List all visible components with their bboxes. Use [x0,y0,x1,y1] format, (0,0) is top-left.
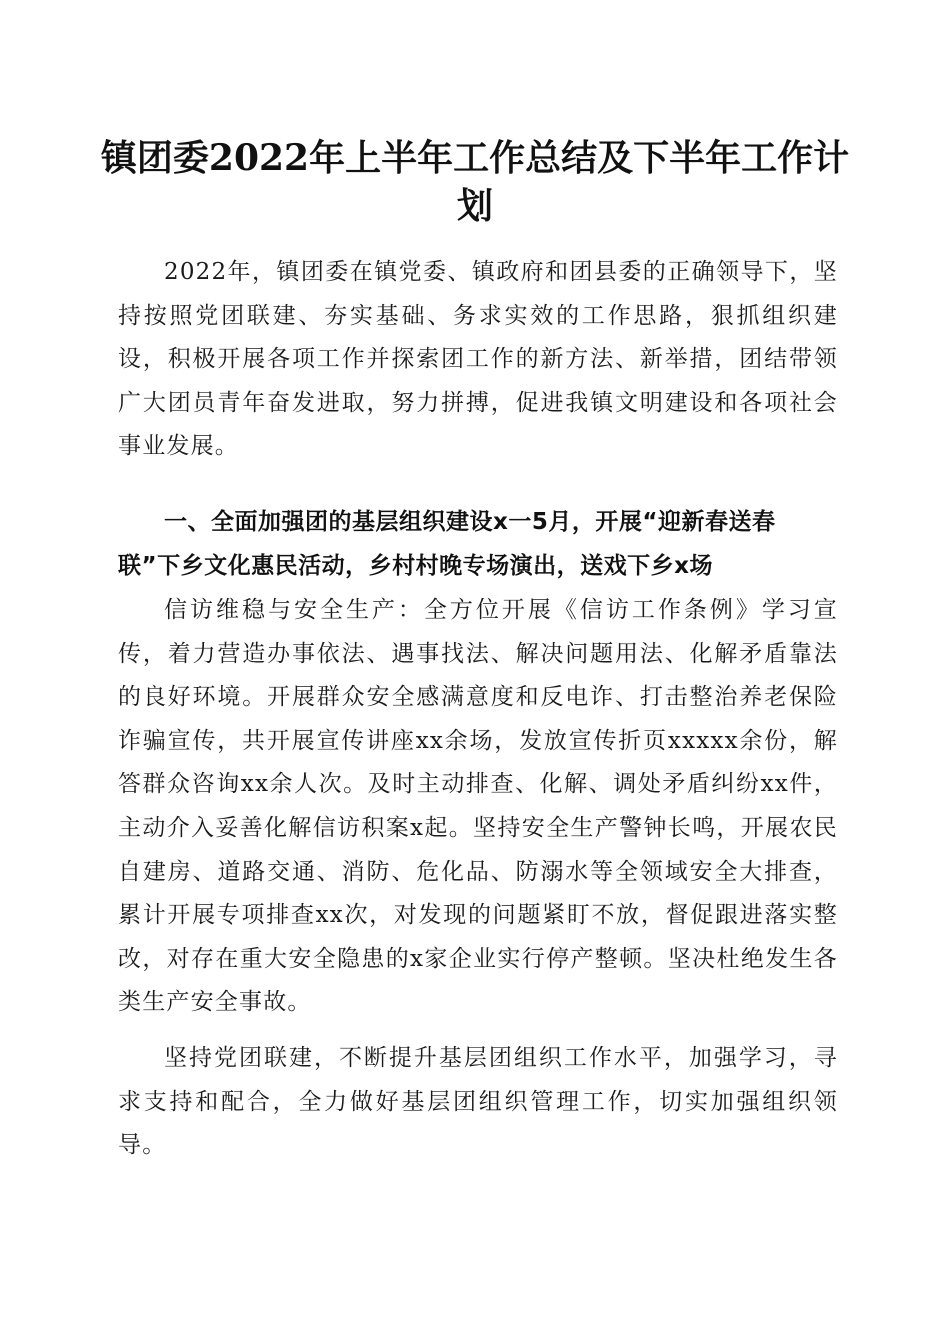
petition-safety-paragraph: 信访维稳与安全生产：全方位开展《信访工作条例》学习宣传，着力营造办事依法、遇事找法、解决问题用法、化解矛盾靠法的良好环境。开展群众安全感满意度和反电诈、打击整治养老保险诈骗宣传，共开展宣传讲座xx余场，发放宣传折页xxxxx余份，解答群众咨询xx余人次。及时主动排查、化解、调处矛盾纠纷xx件，主动介入妥善化解信访积案x起。坚持安全生产警钟长鸣，开展农民自建房、道路交通、消防、危化品、防溺水等全领域安全大排查，累计开展专项排查xx次，对发现的问题紧盯不放，督促跟进落实整改，对存在重大安全隐患的x家企业实行停产整顿。坚决杜绝发生各类生产安全事故。 [118,597,838,1016]
intro-paragraph: 2022年，镇团委在镇党委、镇政府和团县委的正确领导下，坚持按照党团联建、夯实基础、务求实效的工作思路，狠抓组织建设，积极开展各项工作并探索团工作的新方法、新举措，团结带领广大团员青年奋发进取，努力拼搏，促进我镇文明建设和各项社会事业发展。 [118,259,838,460]
section-heading-1: 一、全面加强团的基层组织建设x一5月，开展“迎新春送春联”下乡文化惠民活动，乡村村晚专场演出，送戏下乡x场 [118,509,776,579]
document-title: 镇团委2022年上半年工作总结及下半年工作计划 [100,137,850,227]
party-league-paragraph: 坚持党团联建，不断提升基层团组织工作水平，加强学习，寻求支持和配合，全力做好基层团组织管理工作，切实加强组织领导。 [118,1045,838,1159]
